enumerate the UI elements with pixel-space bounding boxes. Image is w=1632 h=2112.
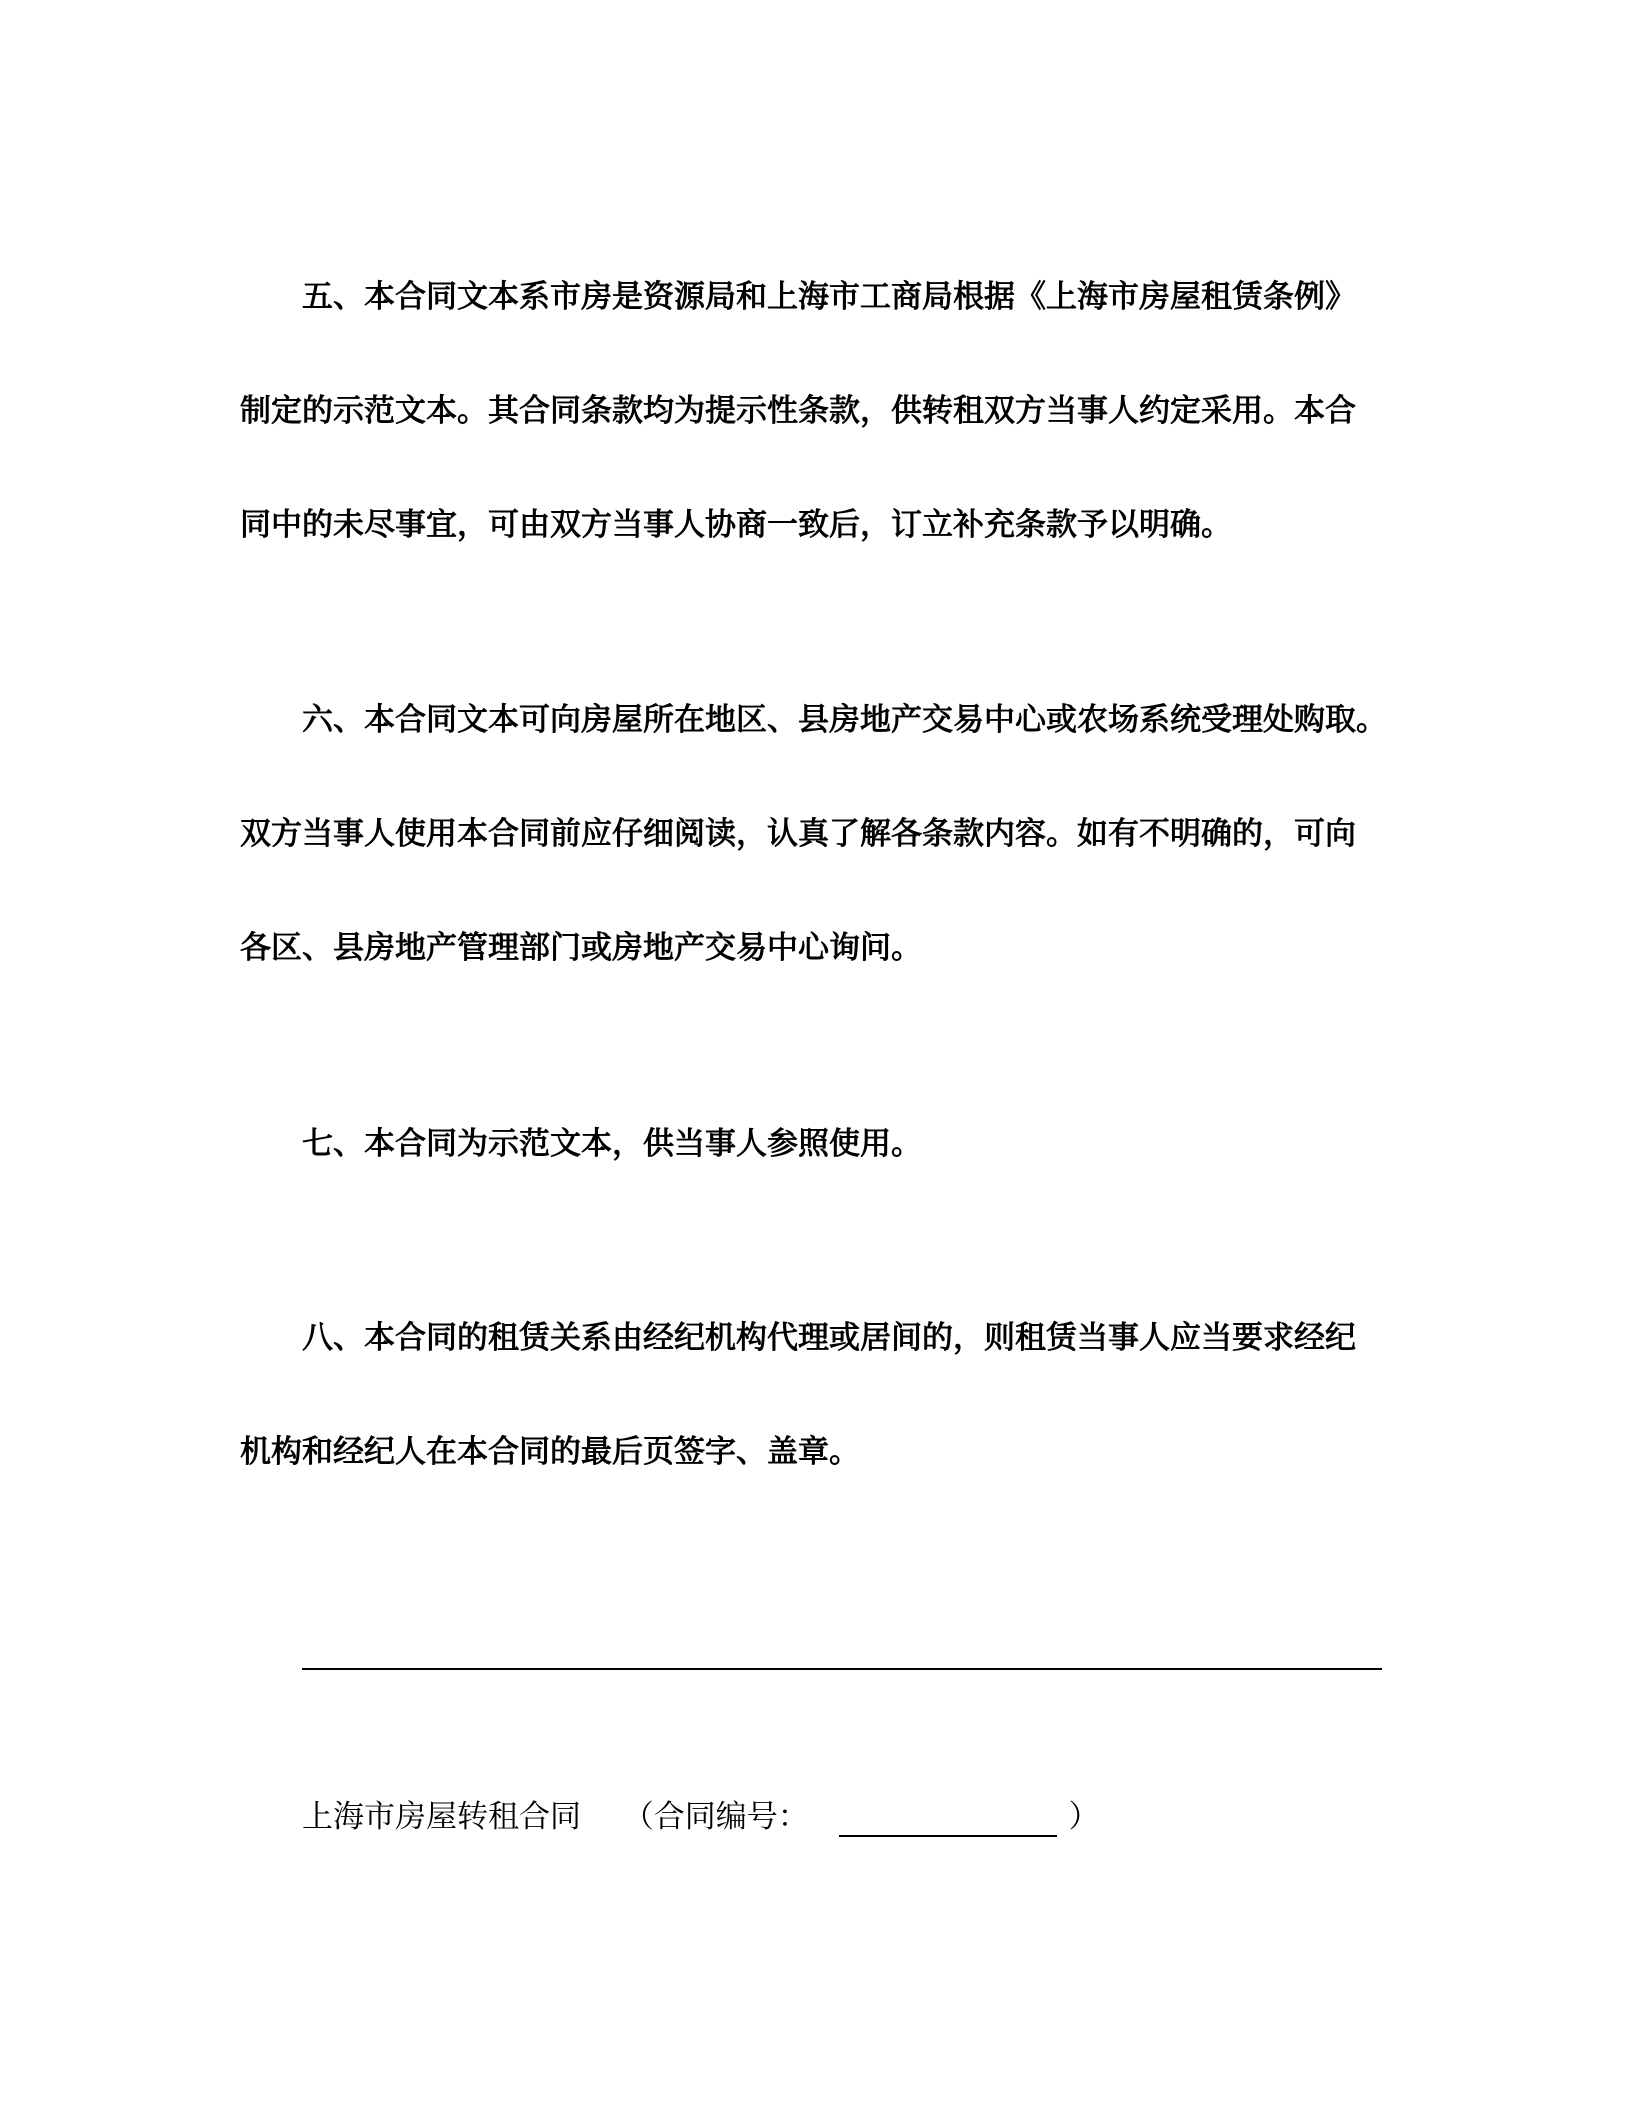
paragraph-5-line-1: 五、本合同文本系市房是资源局和上海市工商局根据《上海市房屋租赁条例》 xyxy=(302,279,1356,315)
contract-title: 上海市房屋转租合同 xyxy=(302,1799,581,1835)
paragraph-8-line-2: 机构和经纪人在本合同的最后页签字、盖章。 xyxy=(240,1434,860,1470)
paragraph-6-line-2: 双方当事人使用本合同前应仔细阅读，认真了解各条款内容。如有不明确的，可向 xyxy=(240,816,1356,852)
paragraph-5-line-2: 制定的示范文本。其合同条款均为提示性条款，供转租双方当事人约定采用。本合 xyxy=(240,393,1356,429)
contract-number-field[interactable] xyxy=(839,1805,1057,1837)
contract-number-close-paren: ） xyxy=(1068,1799,1100,1835)
contract-title-line xyxy=(302,1797,1099,1837)
contract-number-label: （合同编号： xyxy=(622,1799,809,1835)
paragraph-5-line-3: 同中的未尽事宜，可由双方当事人协商一致后，订立补充条款予以明确。 xyxy=(240,507,1232,543)
paragraph-8-line-1: 八、本合同的租赁关系由经纪机构代理或居间的，则租赁当事人应当要求经纪 xyxy=(302,1320,1356,1356)
paragraph-6-line-1: 六、本合同文本可向房屋所在地区、县房地产交易中心或农场系统受理处购取。 xyxy=(302,702,1387,738)
paragraph-6-line-3: 各区、县房地产管理部门或房地产交易中心询问。 xyxy=(240,930,922,966)
horizontal-divider xyxy=(302,1668,1382,1670)
paragraph-7-line-1: 七、本合同为示范文本，供当事人参照使用。 xyxy=(302,1126,922,1162)
